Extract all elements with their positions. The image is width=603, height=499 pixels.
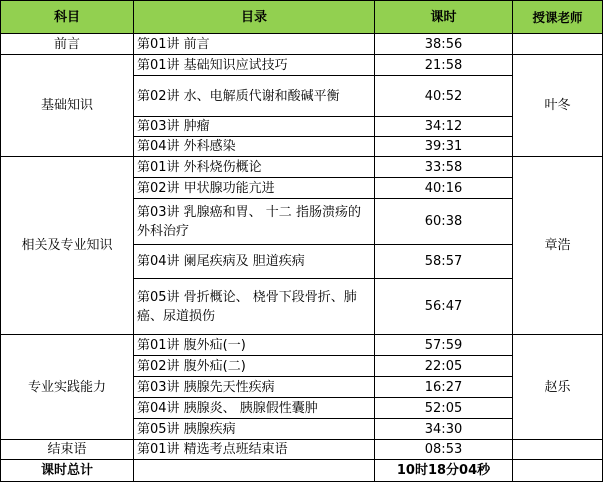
duration-cell: 21:58 — [375, 55, 513, 76]
header-duration: 课时 — [375, 1, 513, 34]
topic-cell: 第05讲 骨折概论、 桡骨下段骨折、肺癌、尿道损伤 — [134, 279, 375, 335]
teacher-cell: 赵乐 — [513, 335, 603, 440]
header-teacher: 授课老师 — [513, 1, 603, 34]
subject-cell: 前言 — [1, 34, 134, 55]
duration-cell: 34:30 — [375, 419, 513, 440]
header-row — [1, 1, 603, 34]
topic-cell: 第05讲 胰腺疾病 — [134, 419, 375, 440]
teacher-cell — [513, 34, 603, 55]
topic-cell: 第02讲 腹外疝(二) — [134, 356, 375, 377]
topic-cell: 第03讲 胰腺先天性疾病 — [134, 377, 375, 398]
table-row — [1, 335, 603, 356]
topic-cell: 第04讲 阑尾疾病及 胆道疾病 — [134, 245, 375, 279]
subject-cell: 基础知识 — [1, 55, 134, 157]
topic-cell: 第01讲 前言 — [134, 34, 375, 55]
total-teacher-empty-cell — [513, 460, 603, 482]
table-row — [1, 157, 603, 178]
duration-cell: 40:52 — [375, 76, 513, 117]
total-value: 10时18分04秒 — [375, 460, 513, 482]
duration-cell: 58:57 — [375, 245, 513, 279]
topic-cell: 第03讲 肿瘤 — [134, 117, 375, 137]
table-row — [1, 34, 603, 55]
teacher-cell: 叶冬 — [513, 55, 603, 157]
topic-cell: 第01讲 腹外疝(一) — [134, 335, 375, 356]
header-subject: 科目 — [1, 1, 134, 34]
duration-cell: 38:56 — [375, 34, 513, 55]
topic-cell: 第01讲 基础知识应试技巧 — [134, 55, 375, 76]
topic-cell: 第01讲 外科烧伤概论 — [134, 157, 375, 178]
teacher-cell: 章浩 — [513, 157, 603, 335]
topic-cell: 第02讲 甲状腺功能亢进 — [134, 178, 375, 199]
total-label: 课时总计 — [1, 460, 134, 482]
subject-cell: 专业实践能力 — [1, 335, 134, 440]
duration-cell: 34:12 — [375, 117, 513, 137]
table-row — [1, 55, 603, 76]
duration-cell: 22:05 — [375, 356, 513, 377]
duration-cell: 39:31 — [375, 137, 513, 157]
subject-cell: 相关及专业知识 — [1, 157, 134, 335]
topic-cell: 第02讲 水、电解质代谢和酸碱平衡 — [134, 76, 375, 117]
duration-cell: 60:38 — [375, 199, 513, 245]
topic-cell: 第03讲 乳腺癌和胃、 十二 指肠溃疡的外科治疗 — [134, 199, 375, 245]
duration-cell: 16:27 — [375, 377, 513, 398]
table-row — [1, 440, 603, 460]
teacher-cell — [513, 440, 603, 460]
duration-cell: 56:47 — [375, 279, 513, 335]
duration-cell: 33:58 — [375, 157, 513, 178]
total-row — [1, 460, 603, 482]
topic-cell: 第01讲 精选考点班结束语 — [134, 440, 375, 460]
topic-cell: 第04讲 胰腺炎、 胰腺假性囊肿 — [134, 398, 375, 419]
topic-cell: 第04讲 外科感染 — [134, 137, 375, 157]
subject-cell: 结束语 — [1, 440, 134, 460]
total-empty-cell — [134, 460, 375, 482]
duration-cell: 40:16 — [375, 178, 513, 199]
duration-cell: 52:05 — [375, 398, 513, 419]
header-contents: 目录 — [134, 1, 375, 34]
duration-cell: 57:59 — [375, 335, 513, 356]
duration-cell: 08:53 — [375, 440, 513, 460]
